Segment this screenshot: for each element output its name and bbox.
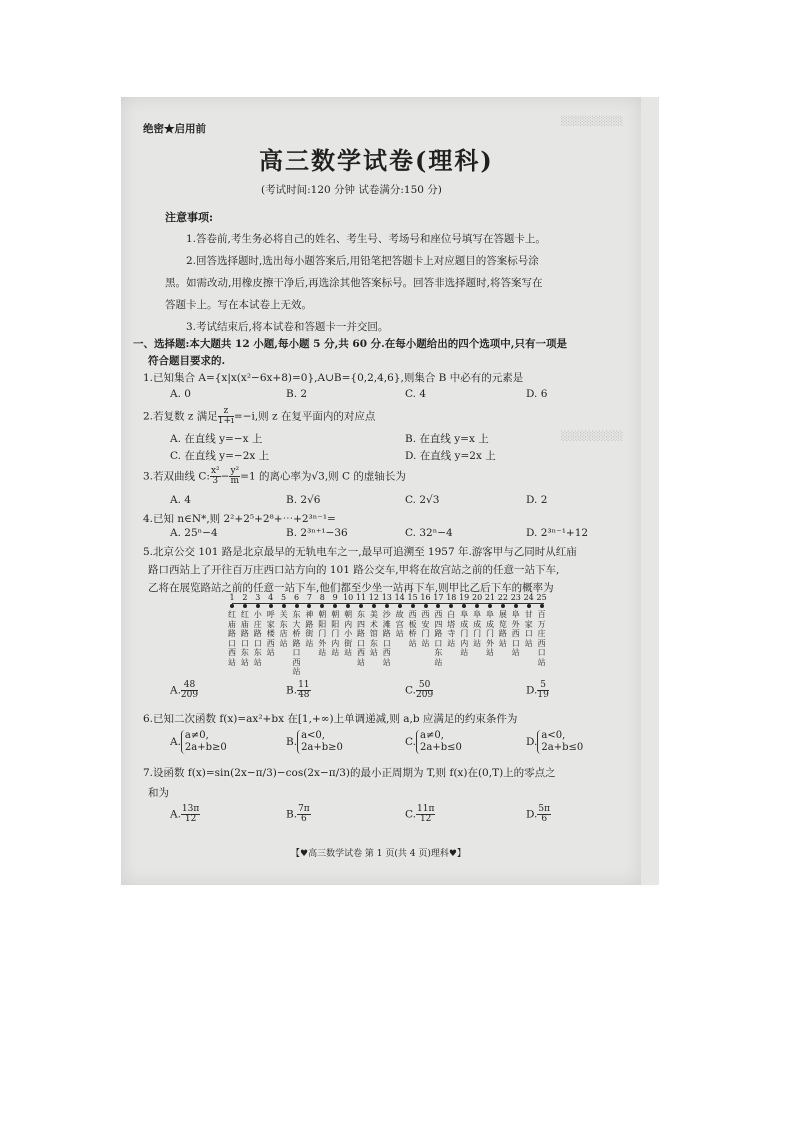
bus-stop-name: 朝内小街站 <box>344 610 353 657</box>
bus-stop-number: 9 <box>332 593 338 602</box>
bus-stop-marker <box>307 604 311 608</box>
bus-stop <box>368 594 380 658</box>
bus-stop <box>432 594 444 667</box>
bus-stop-number: 18 <box>446 593 457 602</box>
bus-stop <box>497 594 509 648</box>
bus-stop-name: 东四路口西站 <box>357 610 365 667</box>
bus-stop-marker <box>424 604 428 608</box>
bus-stop <box>510 594 522 658</box>
bus-stop <box>471 594 483 648</box>
bus-stop-number: 11 <box>355 593 367 602</box>
fraction: $\frac{11}{48}$ <box>298 680 310 700</box>
bus-stop-number: 15 <box>407 593 418 602</box>
q4-option-d: D. 2³ⁿ⁻¹+12 <box>526 527 589 539</box>
bus-stop-name: 沙滩路口西站 <box>382 610 391 667</box>
q2-option-d: D. 在直线 y=2x 上 <box>405 450 496 462</box>
q7-option-c: C. $\frac{11\pi}{12}$ <box>405 804 435 824</box>
bus-stop-number: 19 <box>459 593 470 602</box>
bus-stop-number: 12 <box>368 593 379 602</box>
bus-stop <box>536 594 548 667</box>
bus-stop-marker <box>372 604 376 608</box>
bus-stop-number: 6 <box>293 593 300 602</box>
bus-stop <box>239 594 251 667</box>
exam-info: (考试时间:120 分钟 试卷满分:150 分) <box>261 184 442 196</box>
fraction: $\frac{7\pi}{6}$ <box>298 804 310 824</box>
fraction: $\frac{50}{209}$ <box>416 680 434 700</box>
q1-option-b: B. 2 <box>286 388 308 400</box>
q6-option-b: B. a<0, 2a+b≥0 <box>286 730 343 753</box>
bus-stop-name: 阜外西口站 <box>511 610 520 657</box>
bus-stop-name: 西四路口东站 <box>434 610 443 667</box>
q6-option-c: C. a≠0, 2a+b≤0 <box>405 730 462 753</box>
fraction: $\frac{48}{209}$ <box>180 680 199 700</box>
bus-stop-number: 17 <box>433 593 444 602</box>
question-6-stem: 6.已知二次函数 f(x)=ax²+bx 在[1,+∞)上单调递减,则 a,b 应满足的约束条件为 <box>143 713 518 725</box>
bus-stop-name: 故宫站 <box>395 610 404 638</box>
adjacent-page-edge <box>641 97 659 885</box>
note-item-3: 3.考试结束后,将本试卷和答题卡一并交回。 <box>186 321 389 333</box>
bus-stop <box>316 594 328 658</box>
q5-option-c: C. $\frac{50}{209}$ <box>405 680 434 700</box>
bus-stop <box>303 594 315 648</box>
q6-option-a: A. a≠0, 2a+b≥0 <box>170 730 227 753</box>
section-heading-cont: 符合题目要求的. <box>148 355 226 367</box>
bus-stop-marker <box>398 604 402 608</box>
bus-stop-marker <box>527 604 531 608</box>
question-7-stem-cont: 和为 <box>148 787 169 799</box>
q7-option-d: D. $\frac{5\pi}{6}$ <box>526 804 551 824</box>
bus-stop <box>523 594 535 648</box>
bus-stop-number: 3 <box>255 593 261 602</box>
q3-option-c: C. 2√3 <box>405 494 440 506</box>
q5-option-d: D. $\frac{5}{19}$ <box>526 680 549 700</box>
q3-option-d: D. 2 <box>526 494 548 506</box>
bus-stop-name: 白塔寺站 <box>447 610 456 648</box>
q1-option-c: C. 4 <box>405 388 427 400</box>
question-3-stem: 3.若双曲线 C: $\frac{\text{x²}}{3}$ − $\frac{\text{y²}}{m}$ =1 的离心率为√3,则 C 的虚轴长为 <box>143 466 406 486</box>
question-5-stem-cont: 乙将在展览路站之前的任意一站下车,他们都至少坐一站再下车,则甲比乙后下车的概率为 <box>148 582 554 594</box>
bus-stop-marker <box>333 604 337 608</box>
note-item-2: 2.回答选择题时,选出每小题答案后,用铅笔把答题卡上对应题目的答案标号涂 <box>186 255 539 267</box>
fraction: $\frac{11\pi}{12}$ <box>417 804 435 824</box>
bus-stop-name: 东大桥路口西站 <box>292 610 301 676</box>
bus-stop-number: 23 <box>510 593 521 602</box>
bus-stop-name: 关东店站 <box>279 610 288 648</box>
bus-stop <box>252 594 264 667</box>
bus-stop-name: 阜成门外站 <box>486 610 494 657</box>
bus-stop <box>445 594 457 648</box>
bus-stop-marker <box>282 604 286 608</box>
bus-stop-name: 西板桥站 <box>408 610 417 648</box>
constraint-system: a<0, 2a+b≥0 <box>297 730 343 754</box>
q3-option-a: A. 4 <box>170 494 191 506</box>
note-item-2-cont: 答题卡上。写在本试卷上无效。 <box>165 299 312 311</box>
bus-stop-marker <box>449 604 453 608</box>
bus-stop-marker <box>269 604 273 608</box>
bus-stop-name: 朝阳门内站 <box>331 610 340 657</box>
bus-stop-number: 1 <box>229 593 235 602</box>
question-5-stem: 5.北京公交 101 路是北京最早的无轨电车之一,最早可追溯至 1957 年.游客甲与乙同时从红庙 <box>143 546 577 558</box>
bus-stop <box>329 594 341 658</box>
bus-stop-name: 展览路站 <box>498 610 507 648</box>
bus-stop-number: 7 <box>306 593 312 602</box>
constraint-system: a≠0, 2a+b≥0 <box>181 730 227 754</box>
q1-option-a: A. 0 <box>170 388 191 400</box>
bus-stop-marker <box>346 604 350 608</box>
bus-stop-name: 朝阳门外站 <box>318 610 327 657</box>
q4-option-b: B. 2³ⁿ⁺¹−36 <box>286 527 348 539</box>
bus-stop-name: 红庙路口东站 <box>240 610 249 667</box>
bus-stop-number: 2 <box>242 593 248 602</box>
bus-stop-number: 20 <box>472 593 483 602</box>
bus-stop-number: 22 <box>497 593 508 602</box>
bus-stop-number: 21 <box>484 593 496 602</box>
bus-stop-name: 阜成门内站 <box>460 610 469 657</box>
bus-stop <box>291 594 303 677</box>
bus-stop-name: 甘家口站 <box>524 610 533 648</box>
question-1-stem: 1.已知集合 A={x|x(x²−6x+8)=0},A∪B={0,2,4,6},则集合 B 中必有的元素是 <box>143 372 524 384</box>
q3-option-b: B. 2√6 <box>286 494 321 506</box>
note-item-2-cont: 黑。如需改动,用橡皮擦干净后,再选涂其他答案标号。回答非选择题时,将答案写在 <box>165 277 543 289</box>
q4-option-c: C. 32ⁿ−4 <box>405 527 453 539</box>
bus-stop-name: 阜成门站 <box>473 610 482 648</box>
notes-heading: 注意事项: <box>165 211 214 224</box>
fraction: $\frac{\text{y²}}{m}$ <box>230 466 240 486</box>
bus-stop-number: 13 <box>381 593 392 602</box>
note-item-1: 1.答卷前,考生务必将自己的姓名、考生号、考场号和座位号填写在答题卡上。 <box>186 233 546 245</box>
exam-page <box>121 97 641 885</box>
bus-stop <box>278 594 290 648</box>
question-7-stem: 7.设函数 f(x)=sin(2x−π/3)−cos(2x−π/3)的最小正周期为 T,则 f(x)在(0,T)上的零点之 <box>143 767 556 779</box>
bus-stop-marker <box>411 604 415 608</box>
bus-stop-marker <box>320 604 324 608</box>
bleed-through-text: ░░░░░░░░░ <box>561 432 624 442</box>
bus-stop-name: 百万庄西口站 <box>537 610 546 667</box>
bus-stop-marker <box>436 604 440 608</box>
fraction: $\frac{5\pi}{6}$ <box>538 804 551 824</box>
q2-option-c: C. 在直线 y=−2x 上 <box>170 450 270 462</box>
bus-stop <box>226 594 238 667</box>
constraint-system: a≠0, 2a+b≤0 <box>416 730 462 754</box>
bus-stop-number: 5 <box>281 593 287 602</box>
page-title: 高三数学试卷(理科) <box>259 146 494 175</box>
bus-stop-marker <box>462 604 466 608</box>
bus-stop-marker <box>256 604 260 608</box>
q5-option-a: A. $\frac{48}{209}$ <box>170 680 199 700</box>
bus-stop <box>484 594 496 658</box>
bus-stop-name: 呼家楼西站 <box>266 610 275 657</box>
section-heading: 一、选择题:本大题共 12 小题,每小题 5 分,共 60 分.在每小题给出的四个选项中,只有一项是 <box>133 338 567 350</box>
bus-stop <box>458 594 470 658</box>
bus-stop-number: 16 <box>420 593 431 602</box>
q4-option-a: A. 25ⁿ−4 <box>170 527 218 539</box>
bus-stop-name: 小庄路口东站 <box>253 610 262 667</box>
bus-stop-marker <box>230 604 234 608</box>
constraint-system: a<0, 2a+b≤0 <box>537 730 583 754</box>
q7-option-a: A. $\frac{13\pi}{12}$ <box>170 804 200 824</box>
q2-option-a: A. 在直线 y=−x 上 <box>170 433 263 445</box>
bus-stop-name: 西安门站 <box>421 610 430 648</box>
bus-stop-number: 14 <box>394 593 405 602</box>
bus-stop-marker <box>385 604 389 608</box>
bus-stop-marker <box>295 604 299 608</box>
bus-stop <box>407 594 419 648</box>
q2-option-b: B. 在直线 y=x 上 <box>405 433 489 445</box>
question-4-stem: 4.已知 n∈N*,则 2²+2⁵+2⁸+⋯+2³ⁿ⁻¹= <box>143 513 336 525</box>
bus-stop <box>342 594 354 658</box>
fraction: $\frac{\text{x²}}{3}$ <box>210 466 220 486</box>
fraction: $\frac{13\pi}{12}$ <box>181 804 200 824</box>
question-5-stem-cont: 路口西站上了开往百万庄西口站方向的 101 路公交车,甲将在故宫站之前的任意一站下车, <box>148 564 560 576</box>
q7-option-b: B. $\frac{7\pi}{6}$ <box>286 804 310 824</box>
fraction: $\frac{z}{1+i}$ <box>217 406 234 426</box>
bus-stop-marker <box>359 604 363 608</box>
bus-stop-number: 8 <box>319 593 325 602</box>
bus-stop-name: 美术馆东站 <box>369 610 378 657</box>
bus-stop <box>420 594 432 648</box>
page-footer: 【♥高三数学试卷 第 1 页(共 4 页)理科♥】 <box>291 849 466 859</box>
bus-stop <box>265 594 277 658</box>
bus-stop-marker <box>475 604 479 608</box>
bus-stop-number: 24 <box>523 593 534 602</box>
bus-stop-marker <box>540 604 544 608</box>
q6-option-d: D. a<0, 2a+b≤0 <box>526 730 584 753</box>
bus-stop-marker <box>514 604 518 608</box>
bleed-through-text: ░░░░░░░░░ <box>561 117 624 127</box>
bus-stop-name: 红庙路口西站 <box>228 610 236 667</box>
fraction: $\frac{5}{19}$ <box>537 680 549 700</box>
bus-stop <box>355 594 367 667</box>
bus-stop-number: 10 <box>343 593 354 602</box>
bus-stop-marker <box>488 604 492 608</box>
question-2-stem: 2.若复数 z 满足 $\frac{z}{1+i}$ =−i,则 z 在复平面内的对应点 <box>143 406 376 426</box>
bus-stop <box>381 594 393 667</box>
bus-stop-marker <box>243 604 247 608</box>
q5-option-b: B. $\frac{11}{48}$ <box>286 680 310 700</box>
bus-stop-marker <box>501 604 505 608</box>
q1-option-d: D. 6 <box>526 388 548 400</box>
bus-stop-number: 25 <box>536 593 547 602</box>
bus-stop-number: 4 <box>268 593 274 602</box>
bus-stop <box>394 594 406 639</box>
bus-stop-name: 神路街站 <box>305 610 314 648</box>
confidential-label: 绝密★启用前 <box>143 123 206 135</box>
